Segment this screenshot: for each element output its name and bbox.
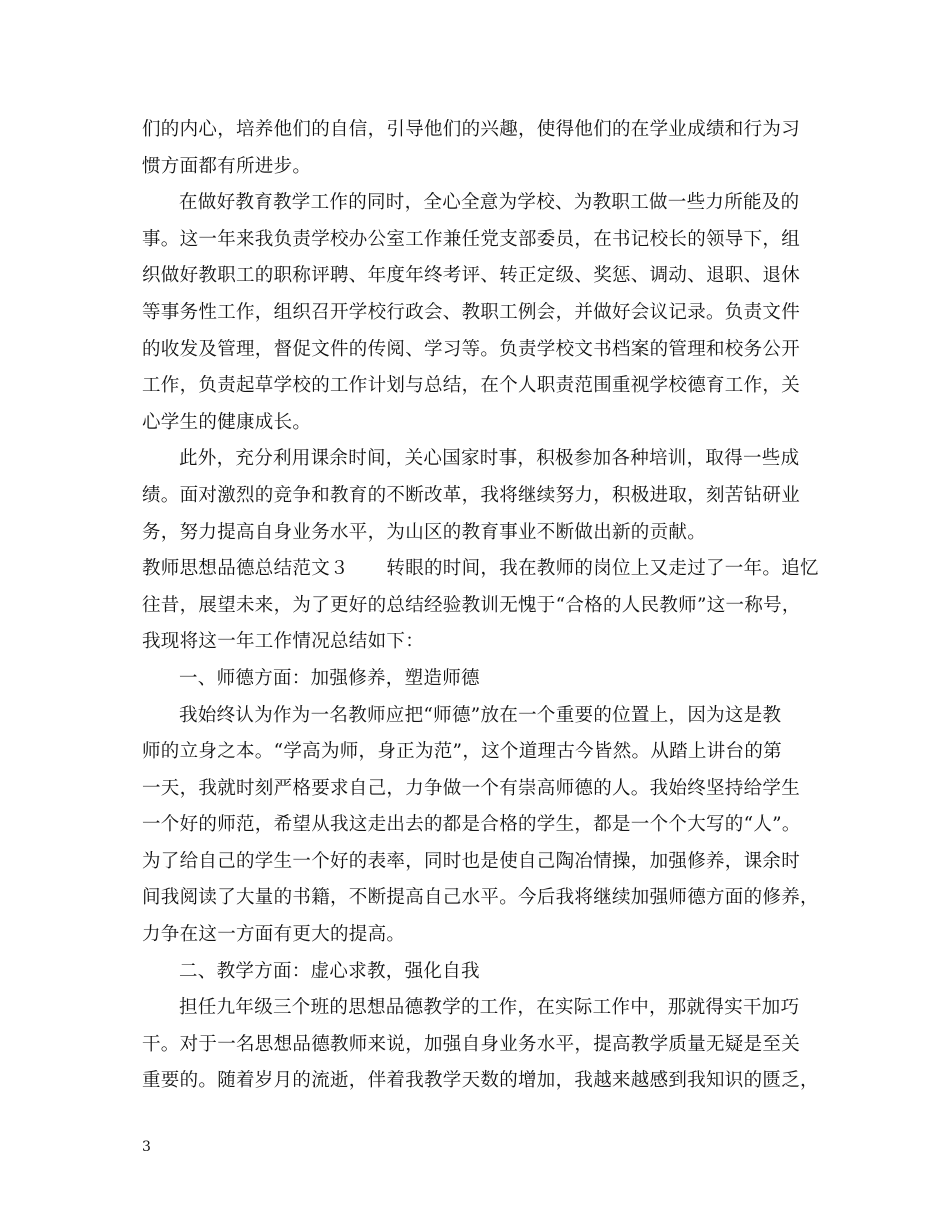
paragraph-start-line: 此外，充分利用课余时间，关心国家时事，积极参加各种培训，取得一些成 <box>179 448 800 470</box>
text-line: 们的内心，培养他们的自信，引导他们的兴趣，使得他们的在学业成绩和行为习 <box>142 119 801 140</box>
text-line: 我现将这一年工作情况总结如下： <box>142 631 425 653</box>
text-line: 绩。面对激烈的竞争和教育的不断改革，我将继续努力，积极进取，刻苦钻研业 <box>142 484 801 506</box>
text-line: 心学生的健康成长。 <box>142 411 312 433</box>
text-line: 间我阅读了大量的书籍，不断提高自己水平。今后我将继续加强师德方面的修养， <box>142 887 819 909</box>
text-line: 一个好的师范，希望从我这走出去的都是合格的学生，都是一个个大写的“人”。 <box>142 814 801 836</box>
paragraph-start-line: 在做好教育教学工作的同时，全心全意为学校、为教职工做一些力所能及的 <box>179 192 800 214</box>
text-line: 务，努力提高自身业务水平，为山区的教育事业不断做出新的贡献。 <box>142 521 707 543</box>
paragraph-start-line: 我始终认为作为一名教师应把“师德”放在一个重要的位置上，因为这是教 <box>179 704 782 726</box>
text-line: 重要的。随着岁月的流逝，伴着我教学天数的增加，我越来越感到我知识的匮乏， <box>142 1070 819 1092</box>
text-line: 师的立身之本。“学高为师，身正为范”，这个道理古今皆然。从踏上讲台的第 <box>142 741 782 763</box>
subheading-line: 一、师德方面：加强修养，塑造师德 <box>179 667 480 689</box>
page-number: 3 <box>142 1139 151 1155</box>
text-line: 力争在这一方面有更大的提高。 <box>142 924 406 946</box>
text-line: 一天，我就时刻严格要求自己，力争做一个有崇高师德的人。我始终坚持给学生 <box>142 777 801 799</box>
text-line: 惯方面都有所进步。 <box>142 155 312 177</box>
text-line: 往昔，展望未来，为了更好的总结经验教训无愧于“合格的人民教师”这一称号， <box>142 594 801 616</box>
paragraph-start-line: 担任九年级三个班的思想品德教学的工作，在实际工作中，那就得实干加巧 <box>179 997 800 1019</box>
text-line: 干。对于一名思想品德教师来说，加强自身业务水平，提高教学质量无疑是至关 <box>142 1033 801 1055</box>
text-line: 的收发及管理，督促文件的传阅、学习等。负责学校文书档案的管理和校务公开 <box>142 338 801 360</box>
section-title-line: 教师思想品德总结范文３ 转眼的时间，我在教师的岗位上又走过了一年。追忆 <box>142 558 819 580</box>
text-line: 织做好教职工的职称评聘、年度年终考评、转正定级、奖惩、调动、退职、退休 <box>142 265 801 287</box>
subheading-line: 二、教学方面：虚心求教，强化自我 <box>179 960 480 982</box>
text-line: 为了给自己的学生一个好的表率，同时也是使自己陶冶情操，加强修养，课余时 <box>142 850 801 872</box>
text-line: 事。这一年来我负责学校办公室工作兼任党支部委员，在书记校长的领导下，组 <box>142 228 801 250</box>
text-line: 工作，负责起草学校的工作计划与总结，在个人职责范围重视学校德育工作，关 <box>142 375 801 397</box>
document-body <box>142 112 819 1100</box>
text-line: 等事务性工作，组织召开学校行政会、教职工例会，并做好会议记录。负责文件 <box>142 301 801 323</box>
